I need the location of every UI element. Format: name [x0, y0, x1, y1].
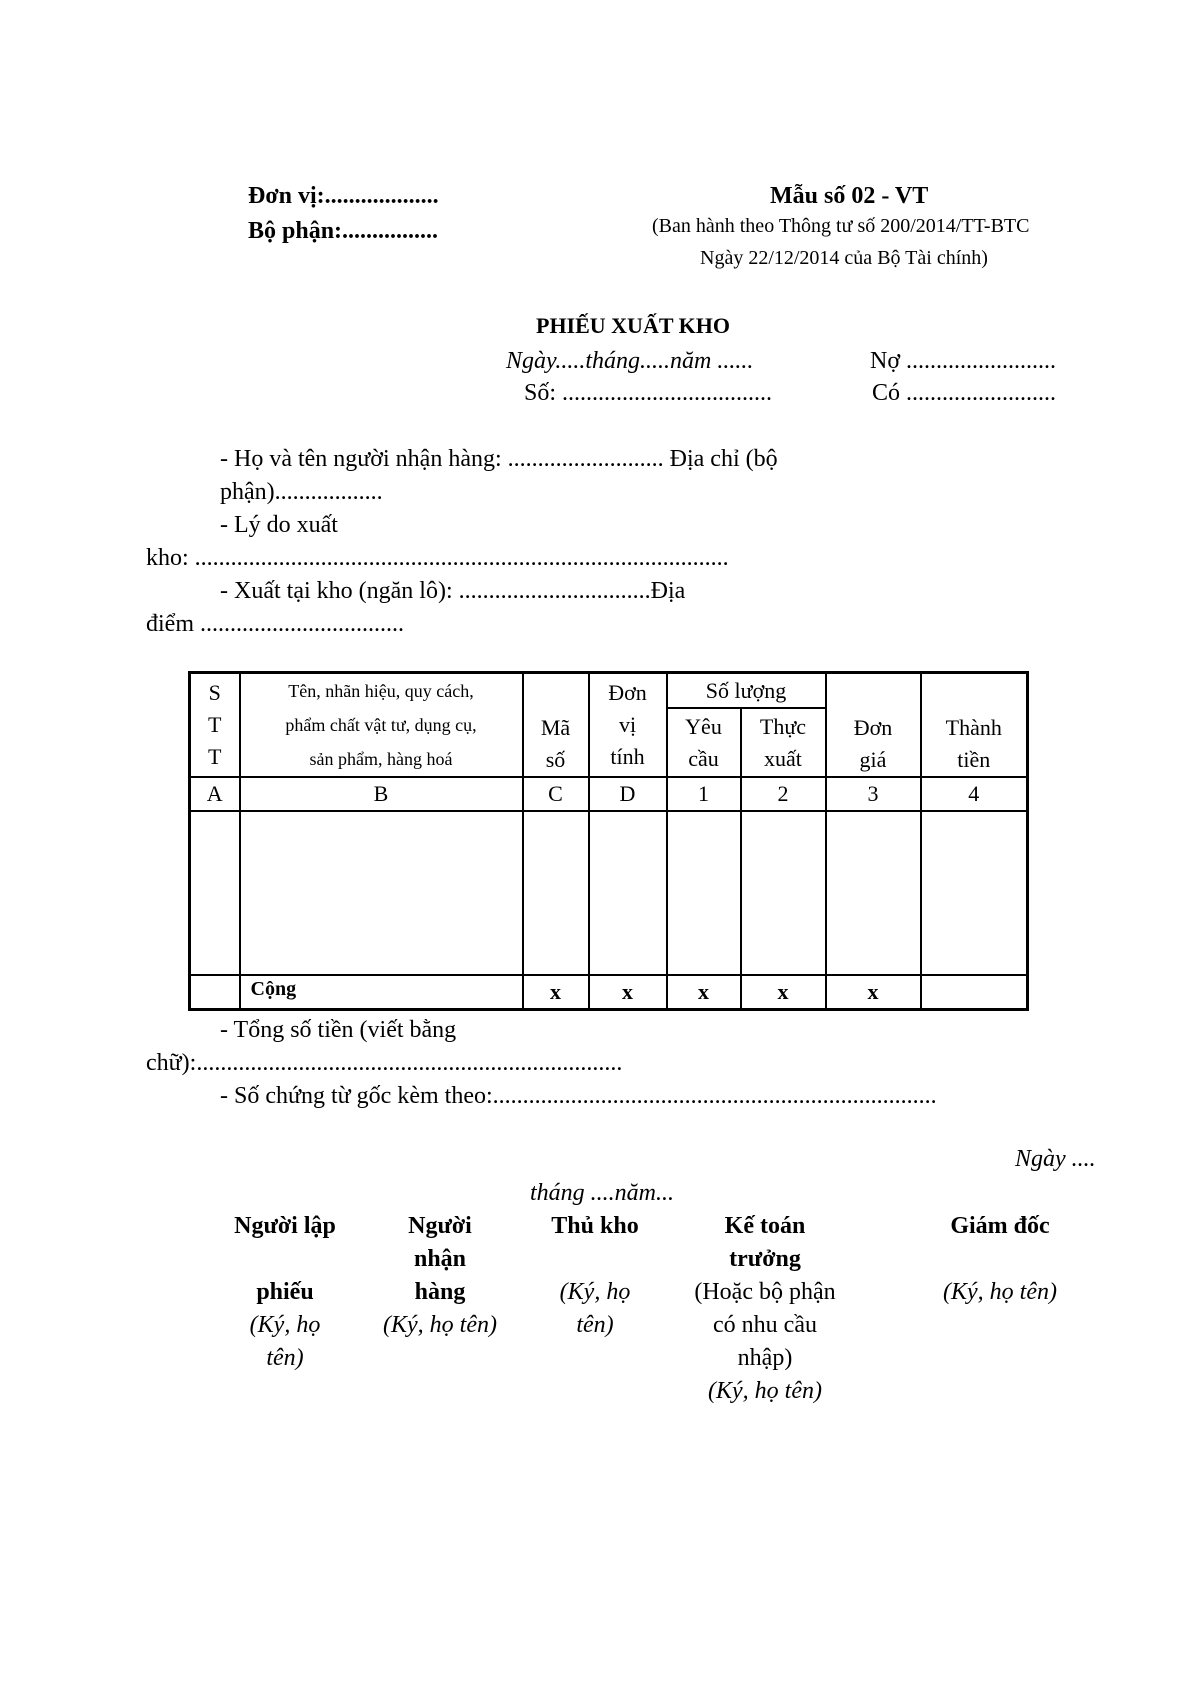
issued-by-line-1: (Ban hành theo Thông tư số 200/2014/TT-BTC	[652, 215, 1030, 237]
total-mark: x	[523, 975, 589, 1010]
code-cell: B	[240, 777, 523, 811]
code-cell: 3	[826, 777, 921, 811]
form-number: Mẫu số 02 - VT	[770, 183, 929, 209]
signature-chief-accountant: Kế toán trưởng (Hoặc bộ phận có nhu cầu nhập) (Ký, họ tên)	[694, 1213, 836, 1404]
header-quantity: Số lượng	[667, 673, 826, 709]
total-mark: x	[589, 975, 667, 1010]
signature-storekeeper: Thủ kho (Ký, họ tên)	[551, 1213, 639, 1338]
header-code: Mã số	[523, 673, 589, 778]
empty-cell	[921, 811, 1028, 975]
number-line: Số: ...................................	[524, 380, 773, 406]
header-stt: S T T	[190, 673, 240, 778]
empty-cell	[667, 811, 741, 975]
don-vi-label: Đơn vị:...................	[248, 183, 439, 209]
document-title: PHIẾU XUẤT KHO	[536, 313, 730, 338]
empty-cell	[589, 811, 667, 975]
recipient-line-1: - Họ và tên người nhận hàng: .......................... Địa chỉ (bộ	[220, 446, 778, 472]
date-line: Ngày.....tháng.....năm ......	[506, 348, 754, 374]
empty-cell	[190, 811, 240, 975]
header-item-name: Tên, nhãn hiệu, quy cách, phẩm chất vật tư, dụng cụ, sản phẩm, hàng hoá	[240, 673, 523, 778]
reason-line-1: - Lý do xuất	[220, 512, 338, 538]
header-requested: Yêu cầu	[667, 708, 741, 777]
signature-receiver: Người nhận hàng (Ký, họ tên)	[383, 1213, 497, 1338]
header-actual: Thực xuất	[741, 708, 826, 777]
table-row	[190, 811, 1028, 975]
reason-line-2: kho: .........................................................................................	[146, 545, 729, 571]
empty-cell	[240, 811, 523, 975]
total-mark: x	[741, 975, 826, 1010]
code-cell: C	[523, 777, 589, 811]
signature-director: Giám đốc (Ký, họ tên)	[943, 1213, 1057, 1305]
bo-phan-label: Bộ phận:................	[248, 218, 439, 244]
warehouse-line-2: điểm ..................................	[146, 611, 404, 637]
total-in-words-line-1: - Tổng số tiền (viết bằng	[220, 1017, 457, 1043]
empty-cell	[741, 811, 826, 975]
total-mark: x	[826, 975, 921, 1010]
empty-cell	[190, 975, 240, 1010]
goods-table	[188, 671, 1029, 1011]
recipient-line-2: phận)..................	[220, 479, 383, 505]
header-unit-price: Đơn giá	[826, 673, 921, 778]
code-cell: 1	[667, 777, 741, 811]
code-cell: A	[190, 777, 240, 811]
signature-preparer: Người lập phiếu (Ký, họ tên)	[234, 1213, 336, 1371]
empty-cell	[921, 975, 1028, 1010]
code-row	[190, 777, 1028, 811]
total-row	[190, 975, 1028, 1010]
debit-line: Nợ .........................	[870, 348, 1057, 374]
total-in-words-line-2: chữ):.......................................................................	[146, 1050, 623, 1076]
sign-date-day: Ngày ....	[1015, 1146, 1096, 1172]
code-cell: 4	[921, 777, 1028, 811]
total-label: Cộng	[240, 975, 523, 1010]
credit-line: Có .........................	[872, 380, 1057, 406]
empty-cell	[826, 811, 921, 975]
header-unit: Đơn vị tính	[589, 673, 667, 778]
code-cell: D	[589, 777, 667, 811]
total-mark: x	[667, 975, 741, 1010]
header-amount: Thành tiền	[921, 673, 1028, 778]
empty-cell	[523, 811, 589, 975]
source-documents-line: - Số chứng từ gốc kèm theo:..........................................................................	[220, 1083, 937, 1109]
sign-date-month-year: tháng ....năm...	[530, 1180, 674, 1206]
code-cell: 2	[741, 777, 826, 811]
issued-by-line-2: Ngày 22/12/2014 của Bộ Tài chính)	[700, 247, 988, 269]
warehouse-line-1: - Xuất tại kho (ngăn lô): ................................Địa	[220, 578, 686, 604]
